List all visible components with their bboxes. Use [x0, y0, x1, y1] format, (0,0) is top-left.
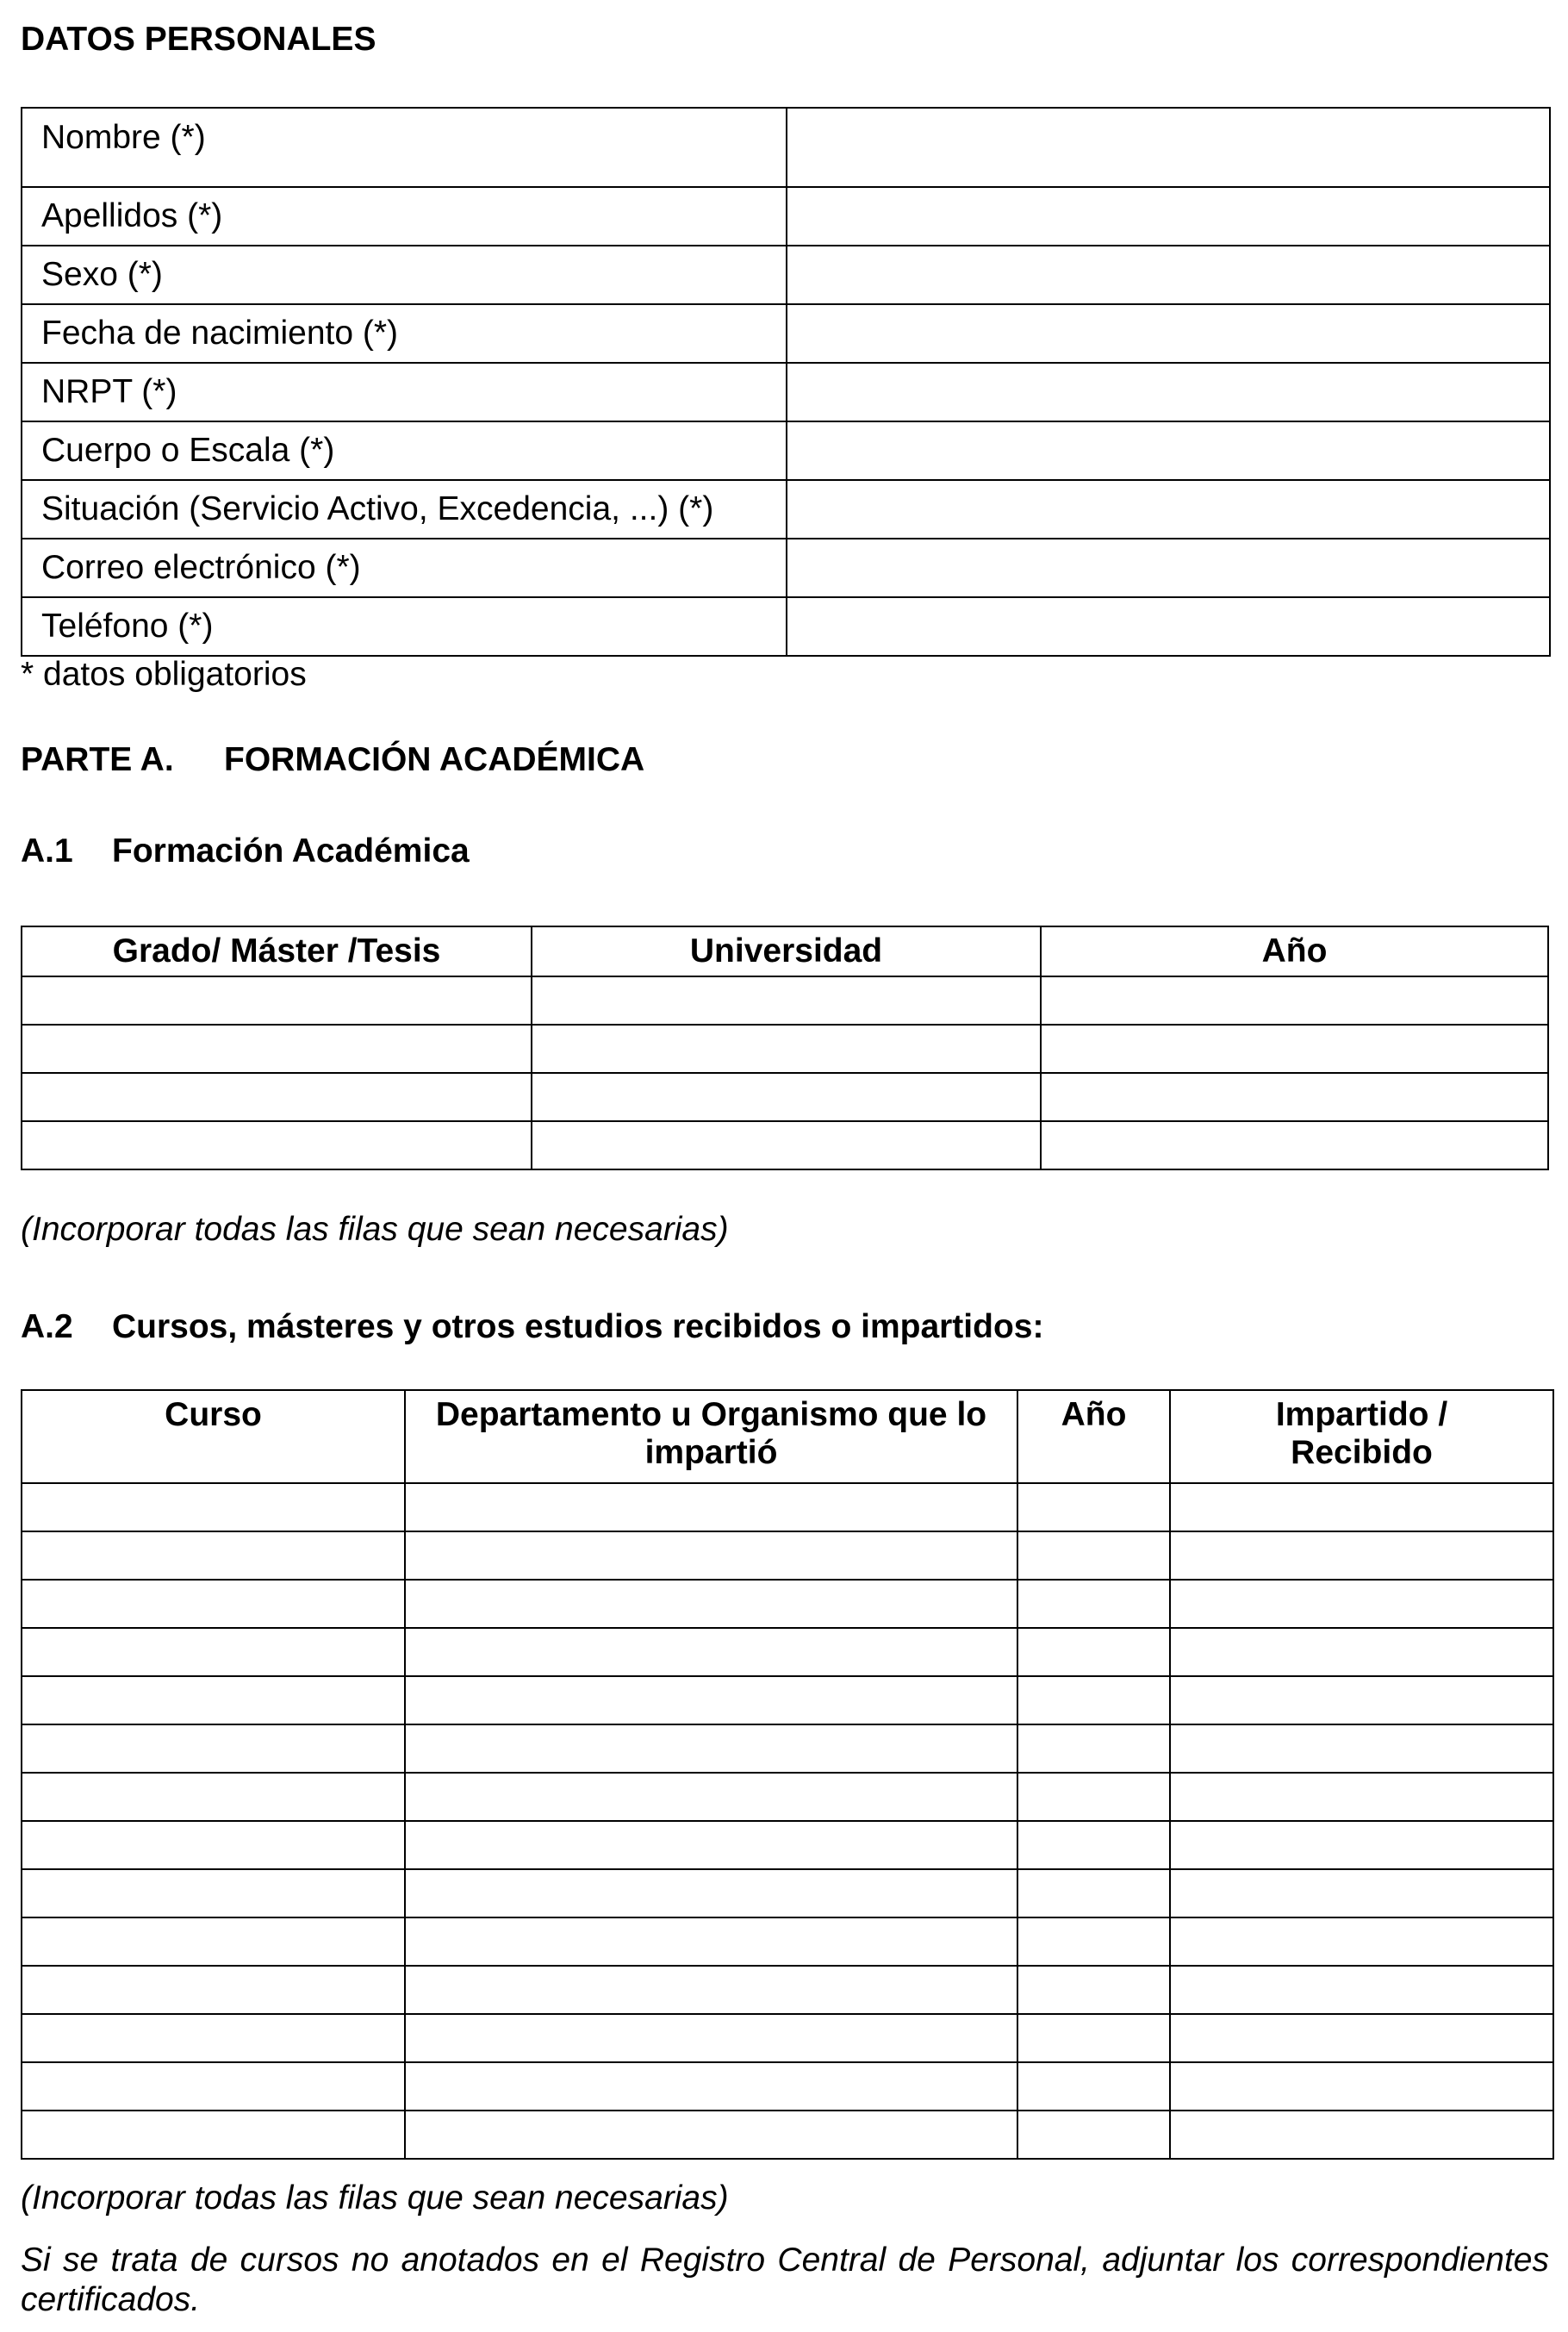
field-value-situacion[interactable]: [787, 480, 1550, 539]
column-header-universidad: Universidad: [532, 926, 1041, 976]
cell-ano[interactable]: [1017, 1773, 1170, 1821]
cursos-table-body: [22, 1483, 1553, 2159]
cell-universidad[interactable]: [532, 1025, 1041, 1073]
cell-impartido-recibido[interactable]: [1170, 1676, 1553, 1724]
subsection-title-text: Cursos, másteres y otros estudios recibidos o impartidos:: [112, 1308, 1044, 1345]
table-header-row: [22, 1390, 1553, 1483]
cell-ano[interactable]: [1017, 1580, 1170, 1628]
cell-ano[interactable]: [1041, 976, 1548, 1025]
cell-impartido-recibido[interactable]: [1170, 2062, 1553, 2111]
cell-curso[interactable]: [22, 1483, 405, 1531]
cell-curso[interactable]: [22, 1676, 405, 1724]
cell-grado[interactable]: [22, 976, 532, 1025]
cell-impartido-recibido[interactable]: [1170, 1869, 1553, 1917]
table-row: [22, 2014, 1553, 2062]
cell-universidad[interactable]: [532, 1121, 1041, 1169]
column-header-impartido-recibido: Impartido / Recibido: [1170, 1390, 1553, 1483]
field-label-cuerpo-escala: Cuerpo o Escala (*): [22, 421, 787, 480]
cell-impartido-recibido[interactable]: [1170, 2014, 1553, 2062]
table-row: [22, 1531, 1553, 1580]
table-row: [22, 1025, 1548, 1073]
cell-ano[interactable]: [1017, 1821, 1170, 1869]
table-row: [22, 976, 1548, 1025]
cell-ano[interactable]: [1041, 1025, 1548, 1073]
table-row: [22, 1773, 1553, 1821]
cell-ano[interactable]: [1017, 1869, 1170, 1917]
cell-departamento[interactable]: [405, 1531, 1017, 1580]
cell-departamento[interactable]: [405, 1628, 1017, 1676]
cell-ano[interactable]: [1017, 1628, 1170, 1676]
cell-departamento[interactable]: [405, 1483, 1017, 1531]
cell-impartido-recibido[interactable]: [1170, 1580, 1553, 1628]
cell-curso[interactable]: [22, 2014, 405, 2062]
cell-departamento[interactable]: [405, 1724, 1017, 1773]
section-title-text: FORMACIÓN ACADÉMICA: [224, 741, 645, 778]
cell-universidad[interactable]: [532, 976, 1041, 1025]
field-label-fecha-nacimiento: Fecha de nacimiento (*): [22, 304, 787, 363]
cell-curso[interactable]: [22, 1966, 405, 2014]
cell-ano[interactable]: [1041, 1073, 1548, 1121]
section-title-datos-personales: DATOS PERSONALES: [21, 21, 376, 58]
table-row: [22, 1580, 1553, 1628]
cell-departamento[interactable]: [405, 2014, 1017, 2062]
personal-row-cuerpo-escala: [22, 421, 1550, 480]
cell-curso[interactable]: [22, 1821, 405, 1869]
cell-curso[interactable]: [22, 1531, 405, 1580]
personal-data-table: [21, 107, 1551, 657]
table-row: [22, 1821, 1553, 1869]
formacion-academica-table: [21, 926, 1549, 1170]
field-value-fecha-nacimiento[interactable]: [787, 304, 1550, 363]
subsection-number: A.1: [21, 832, 73, 870]
field-label-nrpt: NRPT (*): [22, 363, 787, 421]
cell-ano[interactable]: [1017, 2062, 1170, 2111]
cell-impartido-recibido[interactable]: [1170, 1724, 1553, 1773]
table-row: [22, 1121, 1548, 1169]
personal-row-sexo: [22, 246, 1550, 304]
table-row: [22, 2062, 1553, 2111]
cell-impartido-recibido[interactable]: [1170, 1628, 1553, 1676]
cell-impartido-recibido[interactable]: [1170, 1531, 1553, 1580]
cell-departamento[interactable]: [405, 1821, 1017, 1869]
cell-departamento[interactable]: [405, 1966, 1017, 2014]
field-label-correo: Correo electrónico (*): [22, 539, 787, 597]
table-row: [22, 1676, 1553, 1724]
field-value-apellidos[interactable]: [787, 187, 1550, 246]
subsection-title-a2: [21, 1308, 1043, 1346]
field-label-apellidos: Apellidos (*): [22, 187, 787, 246]
column-header-grado: Grado/ Máster /Tesis: [22, 926, 532, 976]
cell-departamento[interactable]: [405, 1917, 1017, 1966]
field-label-situacion: Situación (Servicio Activo, Excedencia, ...) (*): [22, 480, 787, 539]
field-label-sexo: Sexo (*): [22, 246, 787, 304]
cell-curso[interactable]: [22, 1628, 405, 1676]
personal-row-telefono: [22, 597, 1550, 656]
personal-row-nombre: [22, 108, 1550, 187]
cell-departamento[interactable]: [405, 1773, 1017, 1821]
cell-ano[interactable]: [1041, 1121, 1548, 1169]
cell-ano[interactable]: [1017, 1483, 1170, 1531]
subsection-number: A.2: [21, 1308, 73, 1345]
cell-ano[interactable]: [1017, 1724, 1170, 1773]
field-label-telefono: Teléfono (*): [22, 597, 787, 656]
cell-ano[interactable]: [1017, 1966, 1170, 2014]
cell-curso[interactable]: [22, 1869, 405, 1917]
cell-universidad[interactable]: [532, 1073, 1041, 1121]
column-header-curso: Curso: [22, 1390, 405, 1483]
table-row: [22, 1724, 1553, 1773]
personal-row-apellidos: [22, 187, 1550, 246]
section-number: PARTE A.: [21, 741, 174, 778]
cell-impartido-recibido[interactable]: [1170, 1917, 1553, 1966]
column-header-ano: Año: [1017, 1390, 1170, 1483]
cell-curso[interactable]: [22, 1580, 405, 1628]
table-row: [22, 1483, 1553, 1531]
field-value-sexo[interactable]: [787, 246, 1550, 304]
cursos-table: [21, 1389, 1554, 2160]
cell-curso[interactable]: [22, 1773, 405, 1821]
table-row: [22, 2111, 1553, 2159]
field-label-nombre: Nombre (*): [22, 108, 787, 187]
table-row: [22, 1917, 1553, 1966]
field-value-nombre[interactable]: [787, 108, 1550, 187]
cell-impartido-recibido[interactable]: [1170, 1773, 1553, 1821]
section-title-parte-a: [21, 741, 644, 779]
cell-departamento[interactable]: [405, 1580, 1017, 1628]
required-footnote: * datos obligatorios: [21, 656, 307, 693]
cell-impartido-recibido[interactable]: [1170, 1821, 1553, 1869]
add-rows-note-a1: (Incorporar todas las filas que sean necesarias): [21, 1211, 729, 1248]
cell-curso[interactable]: [22, 2111, 405, 2159]
cell-curso[interactable]: [22, 2062, 405, 2111]
personal-row-nrpt: [22, 363, 1550, 421]
subsection-title-a1: [21, 832, 470, 870]
column-header-departamento: Departamento u Organismo que lo impartió: [405, 1390, 1017, 1483]
personal-row-correo: [22, 539, 1550, 597]
personal-row-fecha-nacimiento: [22, 304, 1550, 363]
cell-impartido-recibido[interactable]: [1170, 1966, 1553, 2014]
cell-ano[interactable]: [1017, 2111, 1170, 2159]
table-header-row: [22, 926, 1548, 976]
field-value-cuerpo-escala[interactable]: [787, 421, 1550, 480]
cell-grado[interactable]: [22, 1025, 532, 1073]
table-row: [22, 1966, 1553, 2014]
field-value-correo[interactable]: [787, 539, 1550, 597]
cell-ano[interactable]: [1017, 2014, 1170, 2062]
table-row: [22, 1628, 1553, 1676]
column-header-ano: Año: [1041, 926, 1548, 976]
cell-curso[interactable]: [22, 1917, 405, 1966]
add-rows-note-a2: (Incorporar todas las filas que sean necesarias): [21, 2179, 729, 2217]
field-value-telefono[interactable]: [787, 597, 1550, 656]
cell-ano[interactable]: [1017, 1917, 1170, 1966]
cell-departamento[interactable]: [405, 2111, 1017, 2159]
subsection-title-text: Formación Académica: [112, 832, 470, 870]
cell-departamento[interactable]: [405, 2062, 1017, 2111]
cell-grado[interactable]: [22, 1073, 532, 1121]
certificates-footer-note: Si se trata de cursos no anotados en el Registro Central de Personal, adjuntar los correspondientes certificados.: [21, 2242, 1549, 2318]
cell-impartido-recibido[interactable]: [1170, 1483, 1553, 1531]
cell-departamento[interactable]: [405, 1676, 1017, 1724]
field-value-nrpt[interactable]: [787, 363, 1550, 421]
table-row: [22, 1073, 1548, 1121]
cell-grado[interactable]: [22, 1121, 532, 1169]
cell-curso[interactable]: [22, 1724, 405, 1773]
cell-impartido-recibido[interactable]: [1170, 2111, 1553, 2159]
cell-ano[interactable]: [1017, 1531, 1170, 1580]
cell-departamento[interactable]: [405, 1869, 1017, 1917]
personal-row-situacion: [22, 480, 1550, 539]
cell-ano[interactable]: [1017, 1676, 1170, 1724]
table-row: [22, 1869, 1553, 1917]
